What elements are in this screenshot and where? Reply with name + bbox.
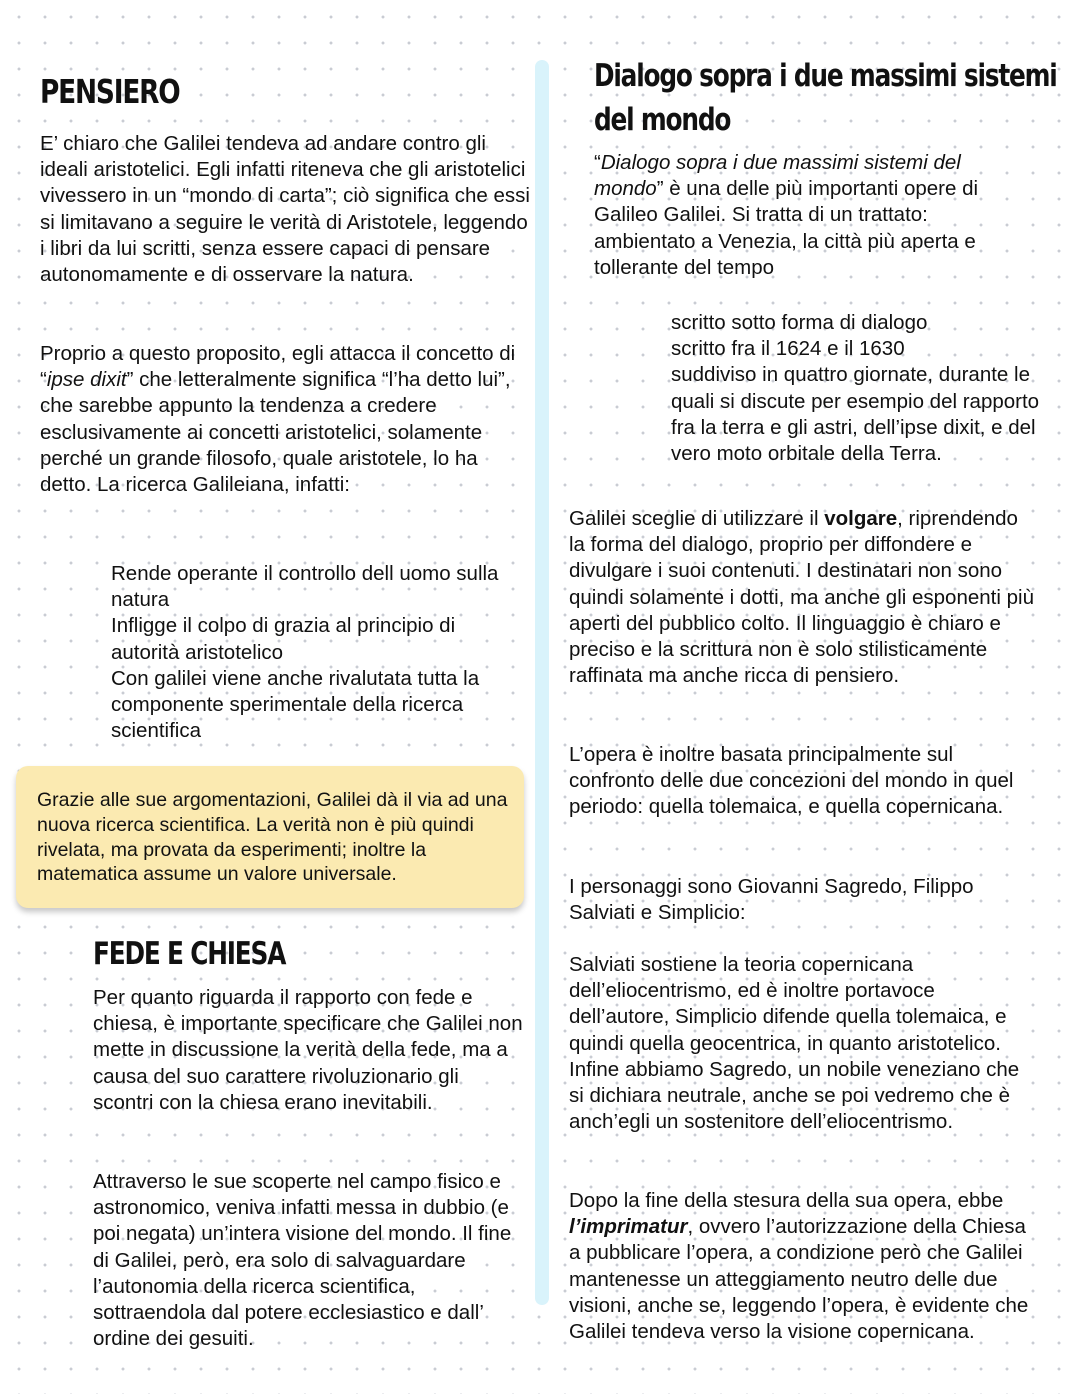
volgare-text-after: , riprendendo la forma del dialogo, proprio per diffondere e divulgare i suoi contenuti. I destinatari non sono quindi solamente i dotti, ma anche gli esponenti più aperti del pubblico colto. Il linguaggio è chiaro e preciso e la scrittura non è solo stilisticamente raffinata ma anche ricca di pensiero. [569,507,1034,688]
fede-paragraph-2: Attraverso le sue scoperte nel campo fisico e astronomico, veniva infatti messa in dubbio (e poi negata) un’intera visione del mondo. Il fine di Galilei, però, era solo di salvaguardare l’autonomia della ricerca scientifica, sottraendola dal potere ecclesiastico e dall’ ordine dei gesuiti. [93,1170,512,1351]
list-item: suddiviso in quattro giornate, durante le quali si discute per esempio del rapporto fra la terra e gli astri, dell’ipse dixit, e del vero moto orbitale della Terra. [671,363,1040,466]
confronto-paragraph: L’opera è inoltre basata principalmente sul confronto delle due concezioni del mondo in quel periodo: quella tolemaica, e quella copernicana. [569,743,1014,819]
dialogo-heading-line-1: Dialogo sopra i due massimi sistemi [594,58,1057,94]
imprimatur-text-after: , ovvero l’autorizzazione della Chiesa a pubblicare l’opera, a condizione però che Galilei mantenesse un atteggiamento neutro delle due visioni, anche se, leggendo l’opera, è evidente che Galilei tendeva verso la visione copernicana. [569,1215,1029,1344]
fede-paragraph-1: Per quanto riguarda il rapporto con fede e chiesa, è importante specificare che Galilei non mette in discussione la verità della fede, ma a causa del suo carattere rivoluzionario gli scontri con la chiesa erano inevitabili. [93,986,523,1114]
ipse-dixit-text-after: ” che letteralmente significa “l’ha detto lui”, che sarebbe appunto la tendenza a credere esclusivamente ai concetti aristotelici, solamente perché un grande filosofo, quale aristotele, lo ha detto. La ricerca Galileiana, infatti: [40,368,511,497]
imprimatur-text-before: Dopo la fine della stesura della sua opera, ebbe [569,1189,1004,1212]
dialogo-heading [594,54,1080,142]
dialogo-features-list [671,310,1056,467]
pensiero-paragraph-1: E’ chiaro che Galilei tendeva ad andare contro gli ideali aristotelici. Egli infatti riteneva che gli aristotelici vivessero in un “mondo di carta”; ciò significa che essi si limitavano a seguire le verità di Aristotele, leggendo i libri da lui scritti, senza essere capaci di pensare autonomamente e di osservare la natura. [40,132,530,287]
ipse-dixit-italic: ipse dixit [46,368,127,392]
list-item: scritto fra il 1624 e il 1630 [671,337,905,361]
volgare-bold: volgare [824,507,898,530]
intro-quote-open: “ [594,151,601,174]
intro-text-after: ” è una delle più importanti opere di Galileo Galilei. Si tratta di un trattato: ambientato a Venezia, la città più aperta e tollerante del tempo [594,177,979,279]
list-item: Rende operante il controllo dell uomo sulla natura [111,562,499,612]
callout-text: Grazie alle sue argomentazioni, Galilei dà il via ad una nuova ricerca scientifica. La verità non è più quindi rivelata, ma provata da esperimenti; inoltre la matematica assume un valore universale. [37,789,508,886]
imprimatur-bold-italic: l’imprimatur [569,1215,688,1239]
list-item: scritto sotto forma di dialogo [671,311,928,334]
ipse-dixit-text-before: Proprio a questo proposito, egli attacca il concetto di “ [40,342,516,392]
dialogo-heading-line-2: del mondo [594,102,731,138]
column-divider [535,60,549,1305]
pensiero-paragraph-2 [40,341,530,498]
volgare-text-before: Galilei sceglie di utilizzare il [569,507,825,530]
imprimatur-paragraph [569,1188,1039,1345]
list-item: Con galilei viene anche rivalutata tutta la componente sperimentale della ricerca scientifica [111,666,480,743]
pensiero-heading: PENSIERO [40,72,180,111]
volgare-paragraph [569,506,1039,689]
list-item: Infligge il colpo di grazia al principio di autorità aristotelico [111,614,456,664]
personaggi-paragraph: I personaggi sono Giovanni Sagredo, Filippo Salviati e Simplicio: [569,875,974,925]
fede-chiesa-heading: FEDE E CHIESA [93,936,286,972]
intro-title-italic: Dialogo sopra i due massimi sistemi del mondo [594,151,961,201]
callout-box [16,766,524,908]
dialogo-intro [594,150,1034,281]
salviati-paragraph: Salviati sostiene la teoria copernicana dell’eliocentrismo, ed è inoltre portavoce dell’autore, Simplicio difende quella tolemaica, e quindi quella geocentrica, in quanto aristotelico. Infine abbiamo Sagredo, un nobile veneziano che si dichiara neutrale, anche se poi vedremo che è anch’egli un sostenitore dell’eliocentrismo. [569,953,1020,1134]
ricerca-galileiana-list [111,561,521,744]
